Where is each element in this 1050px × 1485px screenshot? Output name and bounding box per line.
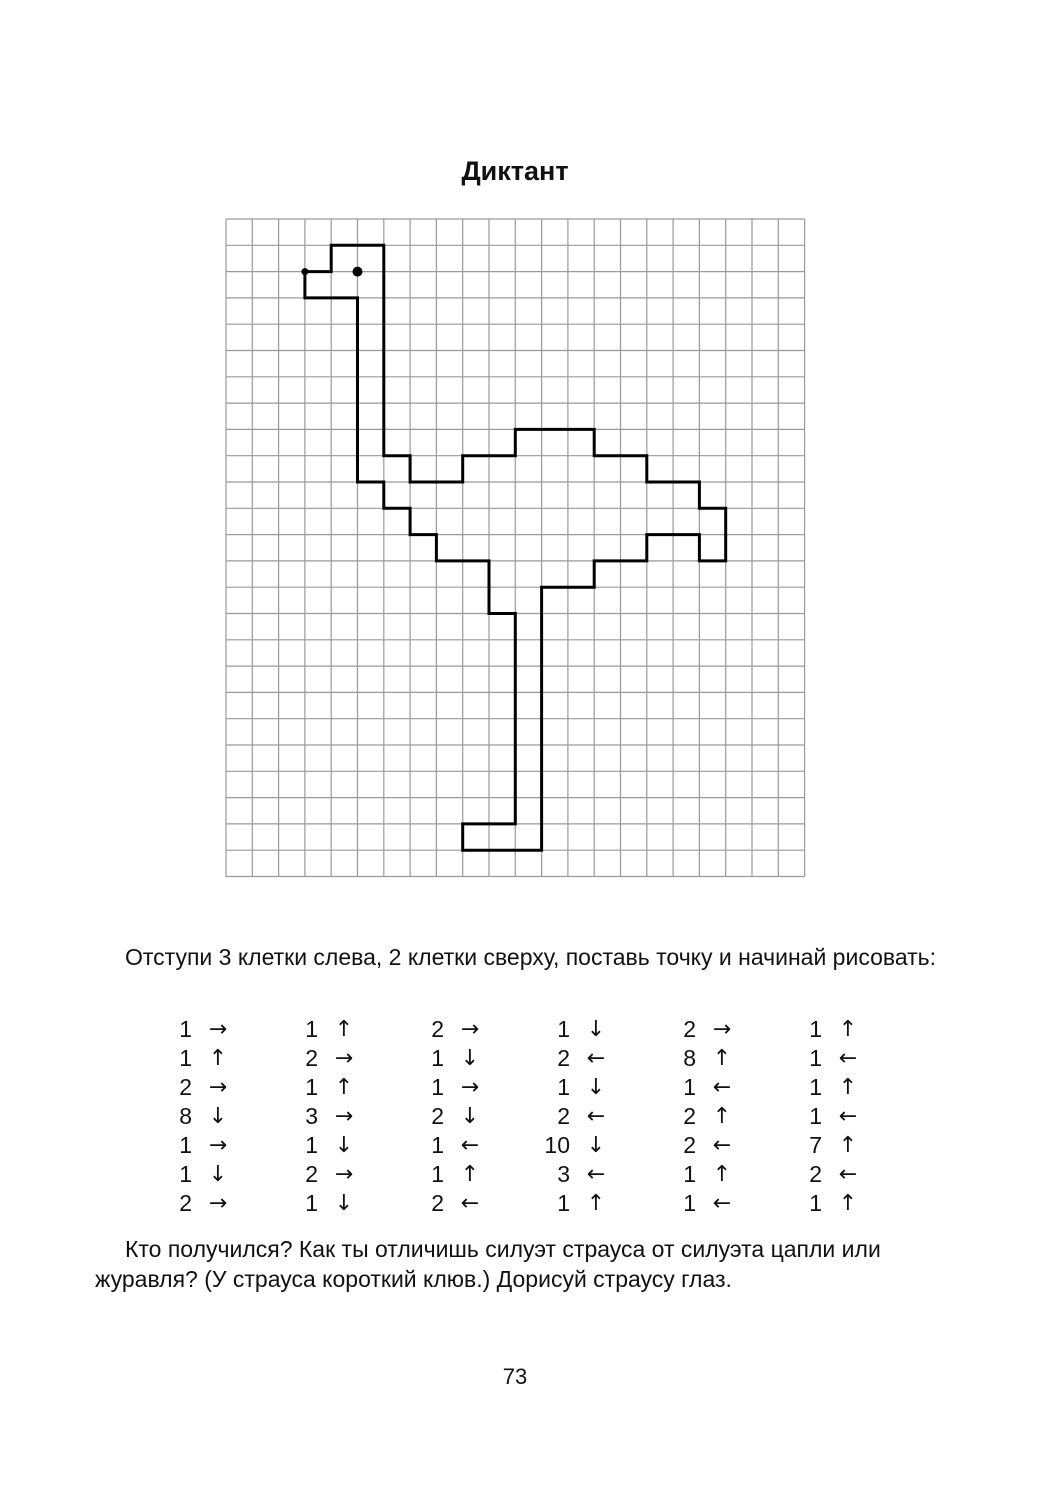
- step-count: 1: [557, 1074, 570, 1100]
- dictation-step: [412, 1189, 538, 1218]
- dictation-step: [286, 1044, 412, 1073]
- dictation-step: [538, 1160, 664, 1189]
- dictation-step: [790, 1160, 916, 1189]
- dictation-step: [790, 1015, 916, 1044]
- step-arrow: ↑: [712, 1046, 732, 1071]
- dictation-step: [160, 1102, 286, 1131]
- dictation-step: [286, 1015, 412, 1044]
- step-count: 2: [305, 1161, 318, 1187]
- dictation-step: [538, 1189, 664, 1218]
- dictation-step: [664, 1015, 790, 1044]
- step-arrow: ↓: [208, 1162, 228, 1187]
- step-arrow: →: [460, 1017, 480, 1042]
- step-count: 1: [179, 1132, 192, 1158]
- step-arrow: →: [460, 1075, 480, 1100]
- step-arrow: ←: [586, 1104, 606, 1129]
- step-count: 1: [179, 1161, 192, 1187]
- dictation-step: [664, 1131, 790, 1160]
- step-count: 1: [809, 1016, 822, 1042]
- step-count: 1: [809, 1103, 822, 1129]
- step-count: 2: [683, 1103, 696, 1129]
- instructions-text: Отступи 3 клетки слева, 2 клетки сверху, поставь точку и начинай рисовать:: [125, 944, 937, 970]
- step-arrow: →: [208, 1017, 228, 1042]
- step-count: 1: [683, 1190, 696, 1216]
- dictation-step: [664, 1073, 790, 1102]
- step-arrow: ↑: [334, 1075, 354, 1100]
- dictation-step: [286, 1160, 412, 1189]
- step-arrow: ←: [838, 1104, 858, 1129]
- step-count: 1: [431, 1074, 444, 1100]
- dictation-step: [664, 1102, 790, 1131]
- step-count: 3: [305, 1103, 318, 1129]
- step-count: 1: [683, 1161, 696, 1187]
- dictation-step: [538, 1044, 664, 1073]
- step-count: 2: [431, 1016, 444, 1042]
- dictation-step: [790, 1131, 916, 1160]
- step-arrow: →: [208, 1075, 228, 1100]
- dictation-step: [286, 1102, 412, 1131]
- step-arrow: →: [712, 1017, 732, 1042]
- step-arrow: ←: [460, 1133, 480, 1158]
- step-count: 1: [809, 1190, 822, 1216]
- dictation-step: [160, 1073, 286, 1102]
- step-arrow: ←: [712, 1191, 732, 1216]
- step-count: 1: [809, 1074, 822, 1100]
- step-count: 2: [683, 1132, 696, 1158]
- dictation-step: [412, 1044, 538, 1073]
- step-arrow: →: [208, 1133, 228, 1158]
- page-title: Диктант: [461, 156, 569, 186]
- step-count: 1: [557, 1190, 570, 1216]
- dictation-steps-table: [160, 1015, 916, 1218]
- step-arrow: ↓: [586, 1075, 606, 1100]
- step-arrow: ↑: [838, 1191, 858, 1216]
- dictation-step: [412, 1015, 538, 1044]
- step-count: 1: [305, 1132, 318, 1158]
- step-count: 2: [305, 1045, 318, 1071]
- step-count: 1: [683, 1074, 696, 1100]
- step-count: 1: [431, 1132, 444, 1158]
- dictation-step: [412, 1073, 538, 1102]
- dictation-step: [790, 1073, 916, 1102]
- step-arrow: →: [334, 1046, 354, 1071]
- step-arrow: ↑: [838, 1075, 858, 1100]
- step-arrow: ↓: [334, 1133, 354, 1158]
- step-arrow: ↑: [586, 1191, 606, 1216]
- dictation-step: [538, 1073, 664, 1102]
- step-count: 2: [179, 1190, 192, 1216]
- step-arrow: ←: [586, 1162, 606, 1187]
- step-count: 1: [179, 1016, 192, 1042]
- step-count: 2: [431, 1190, 444, 1216]
- step-arrow: ←: [586, 1046, 606, 1071]
- step-count: 1: [557, 1016, 570, 1042]
- step-arrow: ↑: [334, 1017, 354, 1042]
- step-count: 2: [683, 1016, 696, 1042]
- step-count: 1: [431, 1161, 444, 1187]
- dictation-step: [538, 1015, 664, 1044]
- step-count: 8: [179, 1103, 192, 1129]
- step-arrow: ↑: [712, 1162, 732, 1187]
- step-arrow: ←: [460, 1191, 480, 1216]
- step-count: 3: [557, 1161, 570, 1187]
- step-count: 1: [305, 1016, 318, 1042]
- step-arrow: ↑: [208, 1046, 228, 1071]
- step-count: 1: [179, 1045, 192, 1071]
- dictation-step: [538, 1102, 664, 1131]
- dictation-step: [286, 1073, 412, 1102]
- step-count: 2: [557, 1103, 570, 1129]
- dictation-step: [160, 1015, 286, 1044]
- start-dot: [301, 268, 308, 275]
- dictation-step: [412, 1102, 538, 1131]
- step-count: 1: [809, 1045, 822, 1071]
- step-count: 2: [557, 1045, 570, 1071]
- step-arrow: ↓: [460, 1104, 480, 1129]
- dictation-step: [160, 1131, 286, 1160]
- step-count: 1: [305, 1074, 318, 1100]
- step-arrow: ↓: [208, 1104, 228, 1129]
- step-count: 2: [431, 1103, 444, 1129]
- dictation-step: [664, 1044, 790, 1073]
- dictation-step: [412, 1160, 538, 1189]
- dictation-step: [664, 1189, 790, 1218]
- step-count: 2: [179, 1074, 192, 1100]
- step-arrow: ←: [712, 1133, 732, 1158]
- step-count: 1: [431, 1045, 444, 1071]
- dictation-step: [790, 1044, 916, 1073]
- dictation-step: [412, 1131, 538, 1160]
- step-arrow: →: [208, 1191, 228, 1216]
- step-arrow: →: [334, 1104, 354, 1129]
- step-arrow: ↓: [334, 1191, 354, 1216]
- step-count: 10: [544, 1132, 570, 1158]
- dictation-step: [286, 1189, 412, 1218]
- dictation-step: [538, 1131, 664, 1160]
- eye-dot: [353, 267, 363, 277]
- dictation-step: [790, 1189, 916, 1218]
- step-arrow: ↑: [838, 1133, 858, 1158]
- step-arrow: ↑: [712, 1104, 732, 1129]
- step-arrow: ↓: [586, 1133, 606, 1158]
- dictation-step: [664, 1160, 790, 1189]
- step-arrow: ↑: [460, 1162, 480, 1187]
- dictation-step: [160, 1189, 286, 1218]
- step-count: 2: [809, 1161, 822, 1187]
- step-arrow: ↑: [838, 1017, 858, 1042]
- dictation-step: [286, 1131, 412, 1160]
- step-arrow: ↓: [460, 1046, 480, 1071]
- dictation-step: [160, 1160, 286, 1189]
- page-number: 73: [502, 1364, 528, 1389]
- step-arrow: ←: [712, 1075, 732, 1100]
- step-arrow: ←: [838, 1046, 858, 1071]
- step-arrow: ←: [838, 1162, 858, 1187]
- dictation-step: [790, 1102, 916, 1131]
- step-count: 8: [683, 1045, 696, 1071]
- step-count: 7: [809, 1132, 822, 1158]
- question-text: Кто получился? Как ты отличишь силуэт страуса от силуэта цапли или журавля? (У страуса короткий клюв.) Дорисуй страусу глаз.: [95, 1236, 881, 1292]
- step-arrow: →: [334, 1162, 354, 1187]
- step-arrow: ↓: [586, 1017, 606, 1042]
- dictation-step: [160, 1044, 286, 1073]
- step-count: 1: [305, 1190, 318, 1216]
